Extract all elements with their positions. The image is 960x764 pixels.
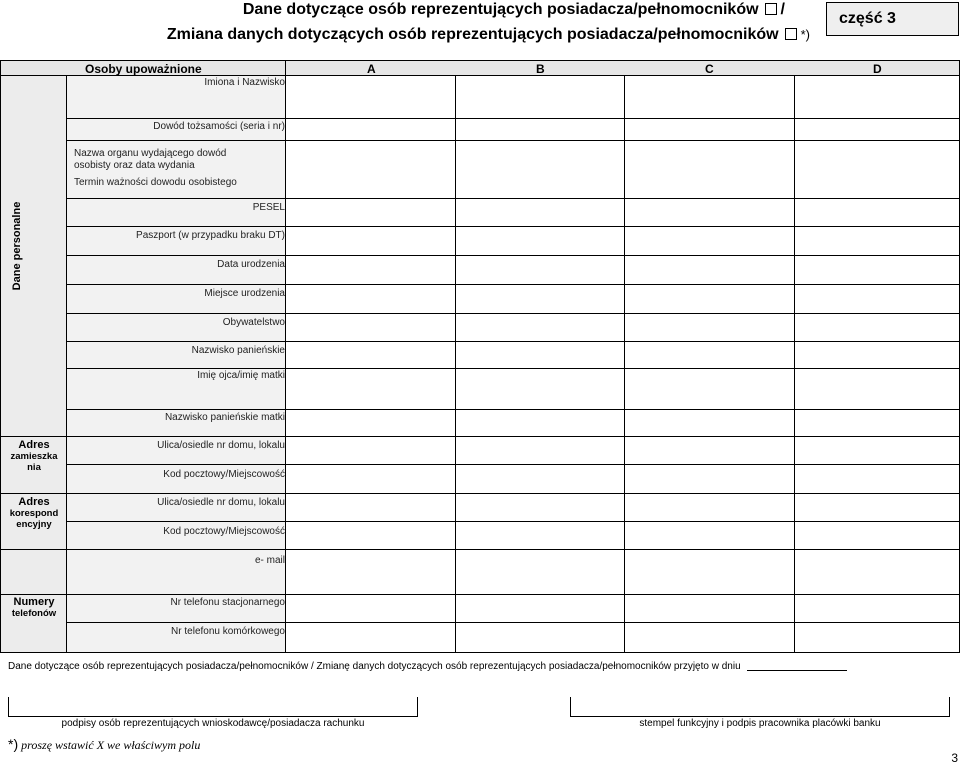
part-badge: część 3	[826, 2, 959, 36]
footnote	[8, 736, 200, 753]
row-divider	[67, 140, 959, 141]
header-col-a: A	[367, 62, 376, 76]
page-number: 3	[951, 751, 958, 764]
group-corr-line1: Adres	[18, 496, 50, 508]
group-residence-line3: nia	[27, 462, 41, 473]
header-col-d: D	[873, 62, 882, 76]
title-line2-suffix: *)	[800, 27, 810, 42]
row-label-birth-place: Miejsce urodzenia	[204, 288, 285, 299]
col-divider	[285, 60, 286, 653]
signature-label-bank: stempel funkcyjny i podpis pracownika placówki banku	[639, 718, 881, 729]
row-label-res-street: Ulica/osiedle nr domu, lokalu	[157, 440, 285, 451]
col-divider	[624, 76, 625, 653]
group-corr-line2: korespond	[9, 508, 59, 519]
row-label-maiden-name: Nazwisko panieńskie	[191, 345, 285, 356]
row-label-phone-land: Nr telefonu stacjonarnego	[170, 597, 285, 608]
form-title-line2	[60, 25, 820, 45]
row-divider	[67, 118, 959, 119]
header-col-b: B	[536, 62, 545, 76]
acceptance-text: Dane dotyczące osób reprezentujących posiadacza/pełnomocników / Zmianę danych dotyczących osób reprezentujących posiadacza/pełnomocników przyjęto w dniu	[8, 661, 741, 672]
row-divider	[67, 198, 959, 199]
row-label-corr-postal: Kod pocztowy/Miejscowość	[163, 526, 285, 537]
form-title-line1	[120, 0, 820, 20]
row-label-id-doc: Dowód tożsamości (seria i nr)	[153, 121, 285, 132]
signature-field-bank[interactable]	[570, 697, 950, 717]
group-phones-line1: Numery	[13, 596, 55, 608]
row-label-pesel: PESEL	[252, 202, 285, 213]
table-header-row	[1, 60, 959, 76]
row-label-name: Imiona i Nazwisko	[204, 77, 285, 88]
title-line1-suffix: /	[780, 1, 785, 18]
row-divider	[67, 622, 959, 623]
row-label-corr-street: Ulica/osiedle nr domu, lokalu	[157, 497, 285, 508]
signature-field-client[interactable]	[8, 697, 418, 717]
row-divider	[67, 521, 959, 522]
signature-label-client: podpisy osób reprezentujących wnioskodawcę/posiadacza rachunku	[61, 718, 365, 729]
title-line1-checkbox[interactable]	[765, 3, 777, 15]
acceptance-date-field[interactable]	[747, 670, 847, 671]
footnote-text: proszę wstawić X we właściwym polu	[21, 738, 201, 752]
title-line2-text: Zmiana danych dotyczących osób reprezentujących posiadacza/pełnomocników	[166, 26, 779, 43]
col-divider	[794, 76, 795, 653]
row-divider	[1, 594, 959, 595]
group-corr-line3: encyjny	[16, 519, 52, 530]
header-col-c: C	[705, 62, 714, 76]
row-label-res-postal: Kod pocztowy/Miejscowość	[163, 469, 285, 480]
row-label-phone-mobile: Nr telefonu komórkowego	[171, 626, 285, 637]
row-label-mother-maiden: Nazwisko panieńskie matki	[164, 412, 285, 423]
row-label-validity: Termin ważności dowodu osobistego	[74, 177, 237, 188]
title-line2-checkbox[interactable]	[785, 28, 797, 40]
row-divider	[67, 255, 959, 256]
group-residence-line1: Adres	[18, 439, 50, 451]
row-label-citizenship: Obywatelstwo	[222, 317, 285, 328]
row-divider	[67, 284, 959, 285]
row-divider	[67, 341, 959, 342]
acceptance-statement	[8, 661, 847, 672]
row-divider	[67, 313, 959, 314]
row-label-parents-names: Imię ojca/imię matki	[197, 370, 285, 381]
group-residence-line2: zamieszka	[10, 451, 58, 462]
section-column	[1, 76, 67, 653]
header-authorized-persons: Osoby upoważnione	[85, 62, 202, 76]
row-divider	[67, 226, 959, 227]
group-residence-address	[2, 440, 66, 473]
row-label-passport: Paszport (w przypadku braku DT)	[136, 230, 285, 241]
section-personal-label: Dane personalne	[11, 201, 23, 291]
row-divider	[1, 493, 959, 494]
group-correspondence-address	[2, 497, 66, 530]
row-divider	[67, 464, 959, 465]
footnote-marker: *)	[8, 736, 19, 752]
section-personal-data	[2, 190, 32, 310]
col-divider	[455, 76, 456, 653]
row-divider	[1, 436, 959, 437]
row-label-issuer: Nazwa organu wydającego dowód osobisty oraz data wydania	[74, 148, 227, 171]
group-phones-line2: telefonów	[11, 608, 57, 619]
row-divider	[67, 368, 959, 369]
title-line1-text: Dane dotyczące osób reprezentujących posiadacza/pełnomocników	[242, 1, 759, 18]
row-divider	[1, 549, 959, 550]
table-bottom-border	[0, 652, 960, 653]
group-phone-numbers	[2, 597, 66, 619]
row-divider	[67, 409, 959, 410]
row-label-email: e- mail	[254, 555, 285, 566]
row-label-birth-date: Data urodzenia	[217, 259, 285, 270]
